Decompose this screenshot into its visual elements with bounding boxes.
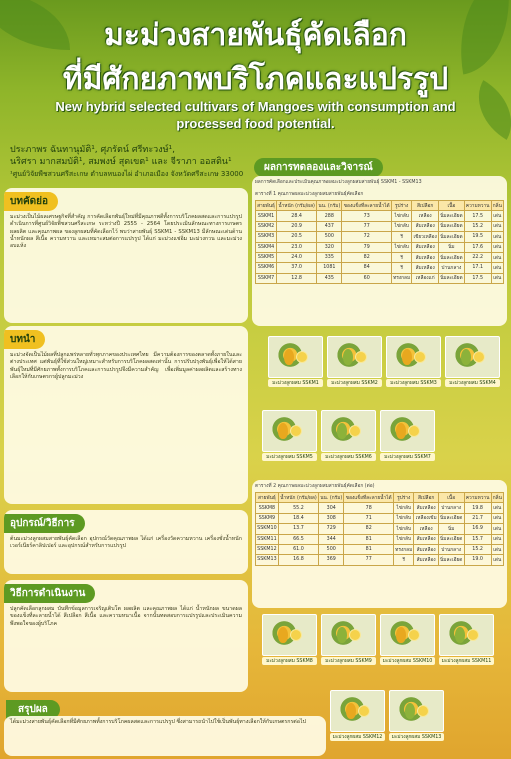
photo-row-d — [330, 690, 444, 741]
table-cell: นิ่ม — [439, 242, 465, 252]
photo-caption: มะม่วงลูกผสม SSKM8 — [262, 657, 317, 665]
table-row — [256, 211, 504, 221]
table-cell: 28.4 — [277, 211, 317, 221]
mango-fruit-icon — [278, 423, 288, 439]
photo-caption: มะม่วงลูกผสม SSKM6 — [321, 453, 376, 461]
table-cell: รี — [391, 263, 411, 273]
title-thai-line2: ที่มีศักยภาพบริโภคและแปรรูป — [62, 63, 449, 96]
table-cell: เหลืองเข้ม — [414, 513, 438, 523]
table-cell: 15.2 — [464, 544, 491, 554]
table-cell: 16.8 — [278, 555, 318, 565]
table-row — [256, 252, 504, 262]
table-cell: 79 — [342, 242, 391, 252]
table-cell: SSKM5 — [256, 252, 277, 262]
table-cell: 437 — [317, 221, 342, 231]
mango-slice-icon — [417, 705, 429, 717]
table-cell: เด่น — [491, 524, 503, 534]
table-cell: นิ่ม — [438, 524, 464, 534]
photo-caption: มะม่วงลูกผสม SSKM3 — [386, 379, 441, 387]
mango-slice-icon — [290, 425, 302, 437]
abstract-text: มะม่วงเป็นไม้ผลเศรษฐกิจที่สำคัญ การคัดเลือกพันธุ์ใหม่ที่มีคุณภาพดีทั้งการบริโภคผลสดและการแปรรูป ดำเนินการที่ศูนย์วิจัยพืชสวนศรีสะเกษ ระหว่างปี 2555 - 2564 โดยประเมินลักษณะทางการเกษตร ผลผลิต และคุณภาพผล ของลูกผสมที่คัดเลือกไว้ พบว่าสายพันธุ์ SSKM1 - SSKM13 มีลักษณะเด่นด้านน้ำหนักผล สีเนื้อ ความหวาน และเหมาะสมต่อการแปรรูป ได้แก่ มะม่วงแช่อิ่ม มะม่วงกวน และมะม่วงอบแห้ง — [10, 214, 242, 250]
materials-heading: อุปกรณ์/วิธีการ — [4, 514, 85, 533]
table-cell: นิ่มละเอียด — [438, 534, 464, 544]
table-cell: ทรงกลม — [391, 273, 411, 283]
table-cell: นิ่มละเอียด — [439, 232, 465, 242]
table-cell: 304 — [319, 503, 344, 513]
table-cell: ไข่กลับ — [394, 503, 414, 513]
table-cell: ไข่กลับ — [391, 242, 411, 252]
mango-photo — [321, 410, 376, 461]
table-header-cell: รูปร่าง — [391, 201, 411, 211]
mango-photo — [327, 336, 382, 387]
table-cell: เด่น — [491, 242, 503, 252]
abstract-panel — [4, 188, 248, 323]
table-cell: SSKM6 — [256, 263, 277, 273]
mango-fruit-icon — [396, 627, 406, 643]
mango-slice-icon — [296, 351, 308, 363]
photo-caption: มะม่วงลูกผสม SSKM13 — [389, 733, 444, 741]
table-row — [256, 503, 504, 513]
table-row — [256, 524, 504, 534]
table-cell: ส้มเหลือง — [412, 221, 439, 231]
table-cell: SSKM3 — [256, 232, 277, 242]
mango-slice-icon — [473, 351, 485, 363]
mango-image — [386, 336, 441, 378]
summary-text: ได้มะม่วงสายพันธุ์คัดเลือกที่มีศักยภาพทั้งการบริโภคผลสดและการแปรรูป ซึ่งสามารถนำไปใช้เป็นพันธุ์ทางเลือกให้กับเกษตรกรต่อไป — [10, 719, 306, 725]
photo-row-a — [268, 336, 500, 387]
table-cell: 335 — [317, 252, 342, 262]
mango-image — [262, 614, 317, 656]
mango-image — [321, 614, 376, 656]
intro-panel — [4, 326, 248, 504]
mango-fruit-icon — [343, 349, 353, 365]
table-2 — [255, 492, 504, 566]
table-cell: ไข่กลับ — [394, 534, 414, 544]
mango-slice-icon — [355, 351, 367, 363]
intro-heading: บทนำ — [4, 330, 45, 349]
table-cell: 55.2 — [278, 503, 318, 513]
table-cell: ปานกลาง — [438, 503, 464, 513]
table-cell: 66.5 — [278, 534, 318, 544]
mango-photo — [330, 690, 385, 741]
table-cell: 729 — [319, 524, 344, 534]
mango-photo — [380, 410, 435, 461]
methods-panel — [4, 580, 248, 692]
title-thai — [0, 18, 511, 98]
table-cell: รี — [391, 232, 411, 242]
table-header-cell: น้ำหนัก (กรัม/ผล) — [278, 493, 318, 503]
table-cell: 24.0 — [277, 252, 317, 262]
mango-photo — [268, 336, 323, 387]
table-cell: 37.0 — [277, 263, 317, 273]
table-cell: SSKM13 — [256, 555, 279, 565]
table-cell: 22.2 — [464, 252, 491, 262]
photo-caption: มะม่วงลูกผสม SSKM10 — [380, 657, 435, 665]
mango-image — [380, 614, 435, 656]
table-cell: 82 — [342, 252, 391, 262]
photo-row-b — [262, 410, 435, 461]
table-cell: เด่น — [491, 513, 503, 523]
table-cell: 15.2 — [464, 221, 491, 231]
table-cell: นิ่มละเอียด — [439, 211, 465, 221]
table-header-cell: สายพันธุ์ — [256, 201, 277, 211]
table-cell: ไข่กลับ — [394, 513, 414, 523]
table-header-cell: กลิ่น — [491, 493, 503, 503]
table-cell: 71 — [344, 513, 394, 523]
photo-caption: มะม่วงลูกผสม SSKM2 — [327, 379, 382, 387]
table-cell: เด่น — [491, 232, 503, 242]
table-header-cell: น้ำหนัก (กรัม/ผล) — [277, 201, 317, 211]
mango-image — [445, 336, 500, 378]
table-cell: นิ่มละเอียด — [439, 273, 465, 283]
mango-image — [439, 614, 494, 656]
table-cell: 20.5 — [277, 232, 317, 242]
mango-image — [330, 690, 385, 732]
mango-image — [268, 336, 323, 378]
table-header-cell: เนื้อ — [439, 201, 465, 211]
mango-fruit-icon — [337, 627, 347, 643]
table-header-cell: ของแข็งที่ละลายน้ำได้ — [344, 493, 394, 503]
table-cell: 435 — [317, 273, 342, 283]
table-cell: 320 — [317, 242, 342, 252]
mango-photo — [389, 690, 444, 741]
mango-photo — [380, 614, 435, 665]
table-row — [256, 263, 504, 273]
authors-block — [10, 144, 250, 180]
table-cell: นิ่มละเอียด — [438, 513, 464, 523]
table-cell: 17.6 — [464, 242, 491, 252]
table-cell: เด่น — [491, 252, 503, 262]
mango-image — [380, 410, 435, 452]
methods-text: ปลูกคัดเลือกลูกผสม บันทึกข้อมูลการเจริญเติบโต ผลผลิต และคุณภาพผล ได้แก่ น้ำหนักผล ขนาดผล ของแข็งที่ละลายน้ำได้ สีเปลือก สีเนื้อ และความหนาเนื้อ จากนั้นทดสอบการแปรรูปและประเมินความพึงพอใจของผู้บริโภค — [10, 606, 242, 627]
table-cell: เด่น — [491, 221, 503, 231]
table-cell: เด่น — [491, 273, 503, 283]
table-cell: SSKM12 — [256, 544, 279, 554]
mango-fruit-icon — [278, 627, 288, 643]
table-cell: ไข่กลับ — [391, 221, 411, 231]
table-cell: เด่น — [491, 263, 503, 273]
photo-caption: มะม่วงลูกผสม SSKM11 — [439, 657, 494, 665]
table-header-cell: รูปร่าง — [394, 493, 414, 503]
table-cell: SSKM10 — [256, 524, 279, 534]
mango-photo — [445, 336, 500, 387]
table-cell: รี — [391, 252, 411, 262]
mango-slice-icon — [349, 425, 361, 437]
table-cell: ปานกลาง — [438, 544, 464, 554]
mango-photo — [439, 614, 494, 665]
table-cell: ส้มเหลือง — [414, 503, 438, 513]
table-cell: ส้มเหลือง — [414, 555, 438, 565]
photo-row-c — [262, 614, 494, 665]
mango-slice-icon — [408, 629, 420, 641]
table-cell: 500 — [317, 232, 342, 242]
table-cell: ส้มเหลือง — [412, 252, 439, 262]
table-cell: SSKM2 — [256, 221, 277, 231]
table-cell: 61.0 — [278, 544, 318, 554]
table-cell: 84 — [342, 263, 391, 273]
materials-text: ต้นมะม่วงลูกผสมสายพันธุ์คัดเลือก อุปกรณ์วัดคุณภาพผล ได้แก่ เครื่องวัดความหวาน เครื่องชั่งน้ำหนัก เวอร์เนียร์คาลิปเปอร์ และอุปกรณ์สำหรับการแปรรูป — [10, 536, 242, 550]
intro-text: มะม่วงจัดเป็นไม้ผลที่ปลูกแพร่หลายทั่วทุกภาคของประเทศไทย มีความต้องการของตลาดทั้งภายในและต่างประเทศ แต่พันธุ์ที่ใช้ส่วนใหญ่เหมาะสำหรับการบริโภคผลสดเท่านั้น การปรับปรุงพันธุ์เพื่อให้ได้สายพันธุ์ใหม่ที่มีศักยภาพทั้งการบริโภคและการแปรรูปจึงมีความสำคัญ เพื่อเพิ่มมูลค่าผลผลิตและสร้างทางเลือกให้กับเกษตรกรผู้ปลูกมะม่วง — [10, 352, 242, 380]
table-header-cell: ของแข็งที่ละลายน้ำได้ — [342, 201, 391, 211]
mango-fruit-icon — [405, 703, 415, 719]
summary-heading: สรุปผล — [6, 700, 60, 719]
photo-caption: มะม่วงลูกผสม SSKM4 — [445, 379, 500, 387]
table-header-cell: สายพันธุ์ — [256, 493, 279, 503]
title-thai-line1: มะม่วงสายพันธุ์คัดเลือก — [104, 19, 407, 52]
table-cell: 16.9 — [464, 524, 491, 534]
table1-title: ตารางที่ 1 คุณภาพผลมะม่วงลูกผสมสายพันธุ์คัดเลือก — [255, 192, 364, 197]
table-header-cell: สีเปลือก — [412, 201, 439, 211]
table-cell: 19.8 — [464, 503, 491, 513]
table-cell: 17.5 — [464, 211, 491, 221]
mango-image — [321, 410, 376, 452]
affiliation: ¹ศูนย์วิจัยพืชสวนศรีสะเกษ ตำบลหนองไผ่ อำเภอเมือง จังหวัดศรีสะเกษ 33000 — [10, 170, 244, 178]
table-row — [256, 513, 504, 523]
table-header-cell: นน. (กรัม) — [319, 493, 344, 503]
mango-fruit-icon — [461, 349, 471, 365]
table-cell: 81 — [344, 544, 394, 554]
table-cell: ไข่กลับ — [394, 524, 414, 534]
table-cell: 17.1 — [464, 263, 491, 273]
table-cell: 13.7 — [278, 524, 318, 534]
table-row — [256, 221, 504, 231]
table-1 — [255, 200, 504, 284]
mango-slice-icon — [349, 629, 361, 641]
table-cell: 308 — [319, 513, 344, 523]
mango-slice-icon — [358, 705, 370, 717]
mango-photo — [262, 614, 317, 665]
table-header-cell: ความหวาน — [464, 493, 491, 503]
table-cell: SSKM4 — [256, 242, 277, 252]
table-header-cell: สีเปลือก — [414, 493, 438, 503]
table-cell: 23.0 — [277, 242, 317, 252]
table-cell: SSKM7 — [256, 273, 277, 283]
table-cell: 77 — [344, 555, 394, 565]
results-panel-2 — [252, 480, 507, 608]
table-row — [256, 273, 504, 283]
mango-slice-icon — [290, 629, 302, 641]
table-cell: ทรงกลม — [394, 544, 414, 554]
mango-image — [262, 410, 317, 452]
table-cell: 369 — [319, 555, 344, 565]
table-cell: 500 — [319, 544, 344, 554]
table-cell: เด่น — [491, 544, 503, 554]
table-cell: ส้มเหลือง — [414, 534, 438, 544]
table-cell: 21.7 — [464, 513, 491, 523]
table-cell: นิ่มละเอียด — [438, 555, 464, 565]
table-cell: 17.5 — [464, 273, 491, 283]
table-cell: 72 — [342, 232, 391, 242]
table-header-cell: นน. (กรัม) — [317, 201, 342, 211]
table-cell: เขียวเหลือง — [412, 232, 439, 242]
table-cell: SSKM1 — [256, 211, 277, 221]
table-cell: ไข่กลับ — [391, 211, 411, 221]
photo-caption: มะม่วงลูกผสม SSKM5 — [262, 453, 317, 461]
mango-fruit-icon — [455, 627, 465, 643]
table-cell: รี — [394, 555, 414, 565]
mango-photo — [386, 336, 441, 387]
table-cell: ส้มเหลือง — [412, 263, 439, 273]
table-cell: SSKM11 — [256, 534, 279, 544]
table-cell: 344 — [319, 534, 344, 544]
results-intro: ผลการคัดเลือกและประเมินคุณภาพผลมะม่วงลูกผสมสายพันธุ์ SSKM1 - SSKM13 — [255, 180, 422, 185]
table-cell: นิ่มละเอียด — [439, 221, 465, 231]
materials-panel — [4, 510, 248, 574]
methods-heading: วิธีการดำเนินงาน — [4, 584, 95, 603]
summary-panel — [4, 716, 326, 756]
mango-fruit-icon — [346, 703, 356, 719]
photo-caption: มะม่วงลูกผสม SSKM7 — [380, 453, 435, 461]
table-cell: 15.7 — [464, 534, 491, 544]
abstract-heading: บทคัดย่อ — [4, 192, 58, 211]
table-cell: SSKM8 — [256, 503, 279, 513]
photo-caption: มะม่วงลูกผสม SSKM12 — [330, 733, 385, 741]
table-row — [256, 242, 504, 252]
mango-slice-icon — [408, 425, 420, 437]
table-cell: เหลือง — [412, 211, 439, 221]
table-cell: 73 — [342, 211, 391, 221]
table-cell: ส้มเหลือง — [414, 544, 438, 554]
mango-fruit-icon — [337, 423, 347, 439]
table-cell: ส้มเหลือง — [412, 242, 439, 252]
table-cell: 19.5 — [464, 232, 491, 242]
table-row — [256, 544, 504, 554]
mango-fruit-icon — [284, 349, 294, 365]
results-panel-1 — [252, 176, 507, 326]
mango-photo — [262, 410, 317, 461]
table-cell: 77 — [342, 221, 391, 231]
table-cell: 20.9 — [277, 221, 317, 231]
table2-title: ตารางที่ 2 คุณภาพผลมะม่วงลูกผสมสายพันธุ์คัดเลือก (ต่อ) — [255, 484, 375, 489]
table-cell: ปานกลาง — [439, 263, 465, 273]
table-cell: 81 — [344, 534, 394, 544]
table-cell: เหลือง — [414, 524, 438, 534]
table-row — [256, 534, 504, 544]
table-cell: นิ่มละเอียด — [439, 252, 465, 262]
table-row — [256, 232, 504, 242]
table-cell: 1081 — [317, 263, 342, 273]
table-cell: 82 — [344, 524, 394, 534]
table-cell: 19.0 — [464, 555, 491, 565]
table-header-cell: เนื้อ — [438, 493, 464, 503]
mango-slice-icon — [467, 629, 479, 641]
mango-image — [389, 690, 444, 732]
table-cell: เด่น — [491, 503, 503, 513]
table-header-cell: ความหวาน — [464, 201, 491, 211]
photo-caption: มะม่วงลูกผสม SSKM9 — [321, 657, 376, 665]
mango-fruit-icon — [396, 423, 406, 439]
photo-caption: มะม่วงลูกผสม SSKM1 — [268, 379, 323, 387]
results-heading: ผลการทดลองและวิจารณ์ — [254, 158, 383, 177]
table-row — [256, 555, 504, 565]
table-cell: เหลืองแก่ — [412, 273, 439, 283]
title-english: New hybrid selected cultivars of Mangoes with consumption and processed food potential. — [55, 99, 456, 131]
table-cell: 288 — [317, 211, 342, 221]
table-cell: เด่น — [491, 211, 503, 221]
table-header-cell: กลิ่น — [491, 201, 503, 211]
table-cell: เด่น — [491, 534, 503, 544]
authors-line-2: นริศรา มากสมบัติ¹, สมพงษ์ สุดเขต¹ และ จีราภา ออสติน¹ — [10, 157, 232, 167]
authors-line-1: ประภาพร ฉันทานุมัติ¹, ศุภรัตน์ ศรีทะวงษ์¹, — [10, 145, 176, 155]
mango-photo — [321, 614, 376, 665]
table-cell: เด่น — [491, 555, 503, 565]
table-cell: 60 — [342, 273, 391, 283]
table-cell: 78 — [344, 503, 394, 513]
mango-slice-icon — [414, 351, 426, 363]
table-cell: 12.8 — [277, 273, 317, 283]
table-cell: 18.4 — [278, 513, 318, 523]
table-cell: SSKM9 — [256, 513, 279, 523]
mango-image — [327, 336, 382, 378]
mango-fruit-icon — [402, 349, 412, 365]
